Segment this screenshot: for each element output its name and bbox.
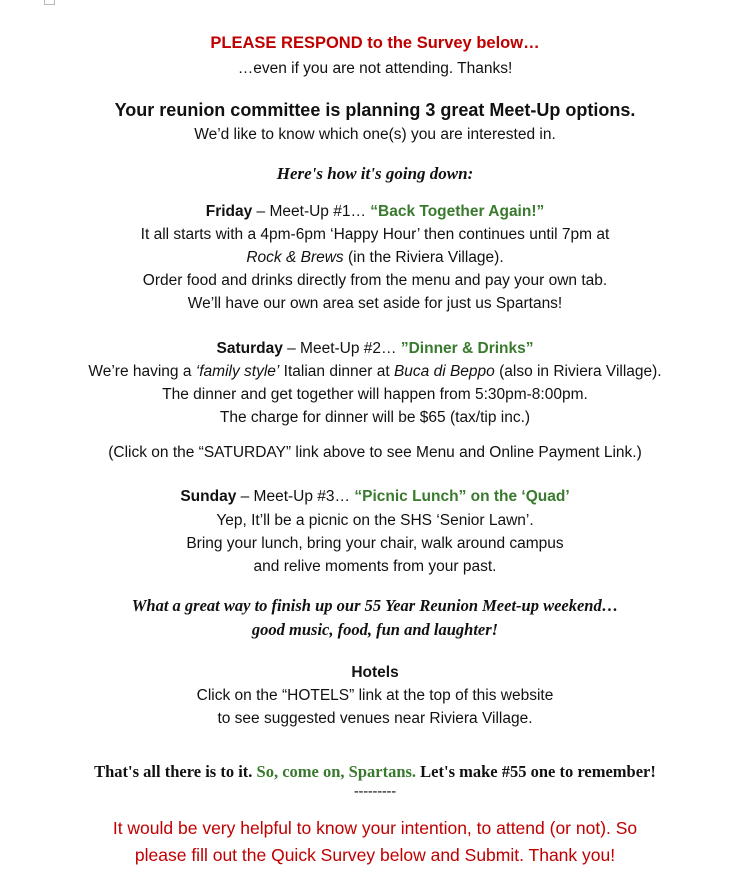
- intro-tagline: Here's how it's going down:: [276, 164, 474, 183]
- friday-title: “Back Together Again!”: [370, 203, 545, 220]
- footer-line-1: It would be very helpful to know your intention, to attend (or not). So: [112, 818, 638, 838]
- friday-header: [0, 203, 750, 221]
- divider: ---------: [354, 784, 396, 799]
- friday-meetup-number: – Meet-Up #1…: [252, 203, 371, 220]
- hotels-line-1: Click on the “HOTELS” link at the top of this website: [196, 687, 554, 704]
- saturday-line-3: The charge for dinner will be $65 (tax/tip inc.): [219, 409, 531, 426]
- survey-headline: PLEASE RESPOND to the Survey below…: [210, 34, 540, 52]
- hotels-heading: Hotels: [351, 664, 399, 681]
- intro-subheading: We’d like to know which one(s) you are interested in.: [194, 126, 556, 143]
- sunday-line-2: Bring your lunch, bring your chair, walk around campus: [186, 535, 564, 552]
- saturday-header: [0, 340, 750, 358]
- closing-line-2: good music, food, fun and laughter!: [251, 620, 499, 639]
- footer-line-2: please fill out the Quick Survey below and Submit. Thank you!: [134, 845, 616, 865]
- sunday-day: Sunday: [180, 488, 237, 505]
- friday-venue-suffix: (in the Riviera Village).: [343, 249, 504, 266]
- saturday-line-1: [0, 363, 750, 381]
- saturday-title: ”Dinner & Drinks”: [400, 340, 534, 357]
- survey-subline: …even if you are not attending. Thanks!: [237, 60, 513, 77]
- closing-line-1: What a great way to finish up our 55 Year Reunion Meet-up weekend…: [131, 596, 619, 615]
- saturday-day: Saturday: [216, 340, 283, 357]
- saturday-line-1-suffix: (also in Riviera Village).: [494, 363, 662, 380]
- sunday-line-3: and relive moments from your past.: [253, 558, 497, 575]
- page-corner-marker: [44, 0, 55, 5]
- saturday-line-2: The dinner and get together will happen from 5:30pm-8:00pm.: [162, 386, 588, 403]
- signoff-part-1: That's all there is to it.: [94, 762, 257, 781]
- saturday-family-style: ‘family style’: [195, 363, 280, 380]
- saturday-line-1-mid: Italian dinner at: [279, 363, 394, 380]
- hotels-line-2: to see suggested venues near Riviera Village.: [217, 710, 533, 727]
- saturday-line-1-prefix: We’re having a: [88, 363, 196, 380]
- friday-line-2: [0, 249, 750, 267]
- friday-venue: Rock & Brews: [246, 249, 344, 266]
- sunday-meetup-number: – Meet-Up #3…: [236, 488, 355, 505]
- sunday-title: “Picnic Lunch” on the ‘Quad’: [354, 488, 570, 505]
- signoff-spartans: So, come on, Spartans.: [256, 762, 417, 781]
- sunday-header: [0, 488, 750, 506]
- saturday-meetup-number: – Meet-Up #2…: [282, 340, 401, 357]
- friday-line-1: It all starts with a 4pm-6pm ‘Happy Hour’ then continues until 7pm at: [140, 226, 610, 243]
- sunday-line-1: Yep, It’ll be a picnic on the SHS ‘Senior Lawn’.: [216, 512, 534, 529]
- friday-day: Friday: [205, 203, 253, 220]
- signoff: [0, 762, 750, 782]
- friday-line-3: Order food and drinks directly from the menu and pay your own tab.: [142, 272, 608, 289]
- friday-line-4: We’ll have our own area set aside for just us Spartans!: [187, 295, 563, 312]
- signoff-part-3: Let's make #55 one to remember!: [416, 762, 656, 781]
- intro-heading: Your reunion committee is planning 3 great Meet-Up options.: [114, 100, 636, 120]
- saturday-venue: Buca di Beppo: [393, 363, 495, 380]
- saturday-note: (Click on the “SATURDAY” link above to see Menu and Online Payment Link.): [108, 444, 642, 461]
